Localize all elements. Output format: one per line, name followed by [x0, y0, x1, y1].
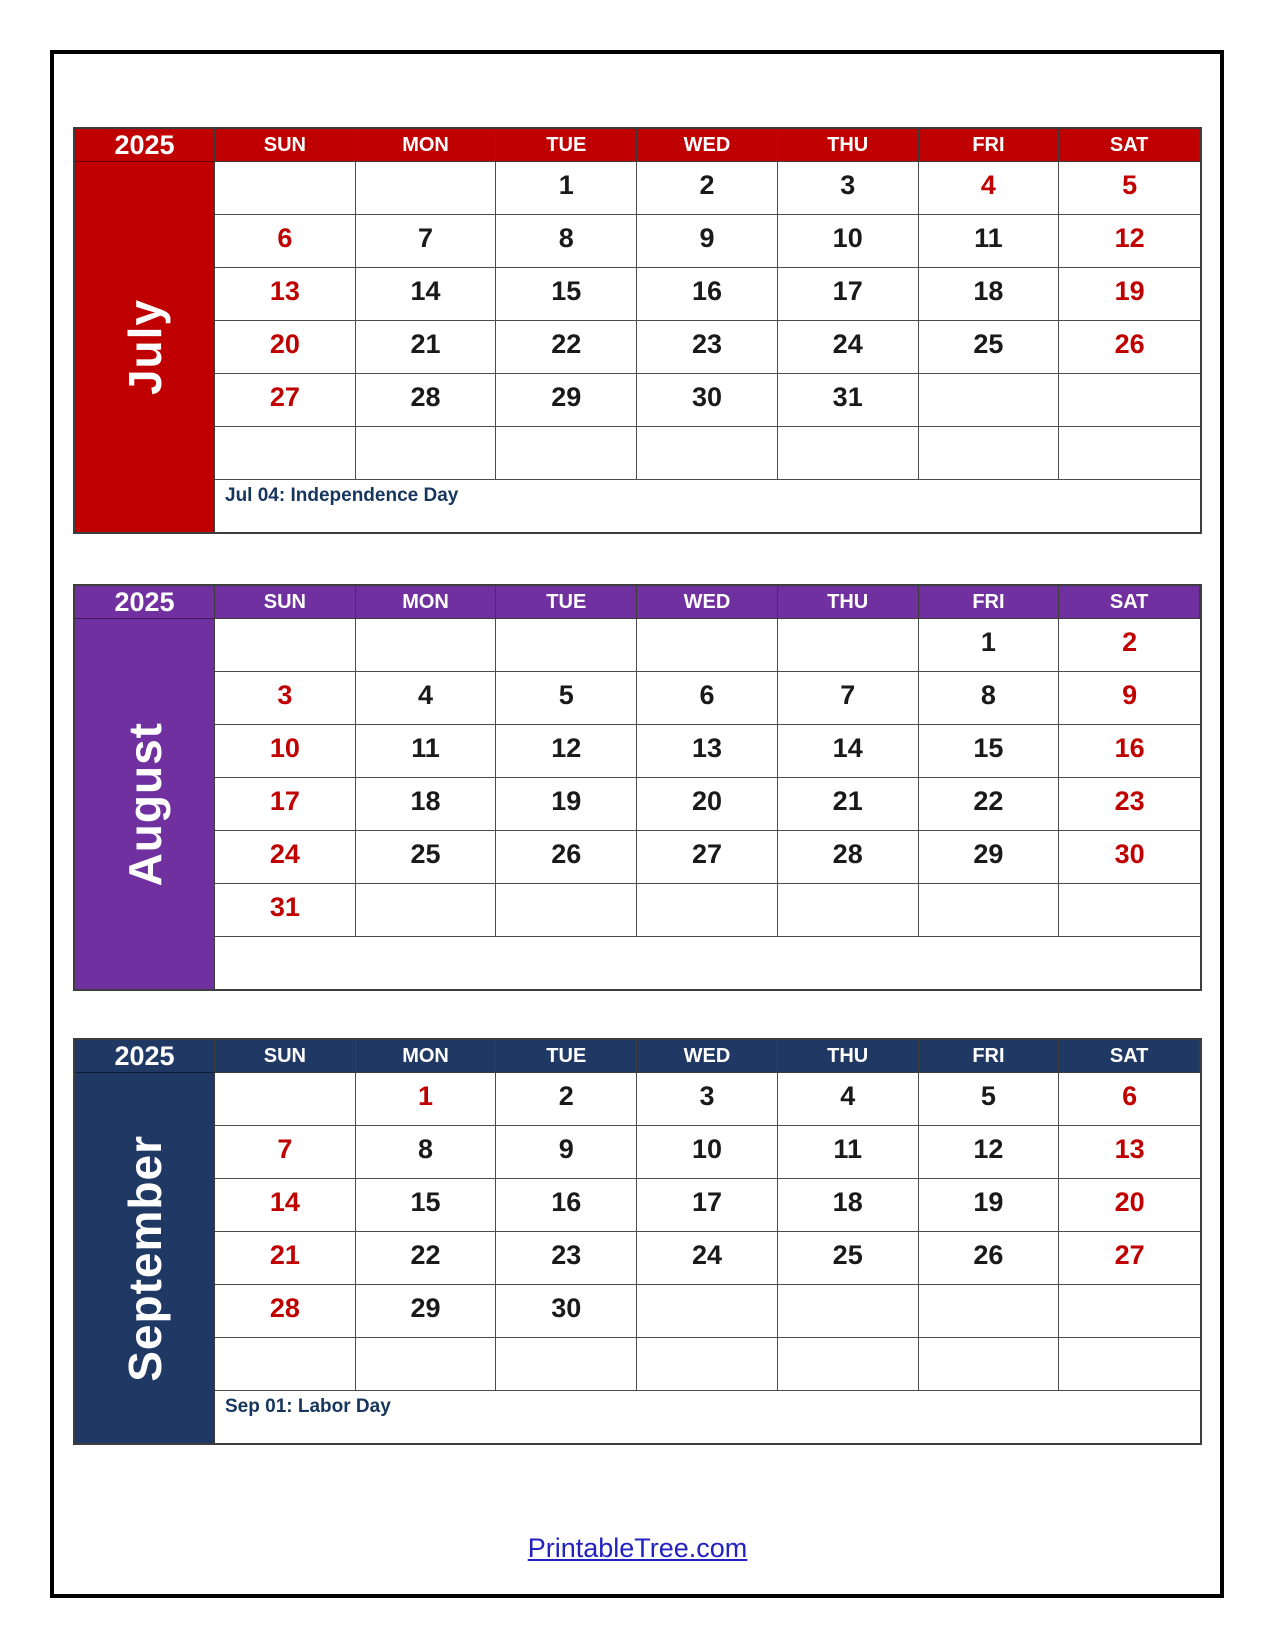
day-cell-july-19: 19: [1059, 268, 1200, 321]
day-cell-august-12: 12: [496, 725, 637, 778]
day-cell-empty: [778, 884, 919, 937]
day-cell-september-8: 8: [356, 1126, 497, 1179]
day-cell-empty: [1059, 884, 1200, 937]
september-calendar: [73, 1038, 1202, 1445]
day-cell-july-9: 9: [637, 215, 778, 268]
day-cell-august-2: 2: [1059, 619, 1200, 672]
day-cell-september-4: 4: [778, 1073, 919, 1126]
day-cell-july-18: 18: [919, 268, 1060, 321]
day-cell-august-24: 24: [215, 831, 356, 884]
day-cell-september-16: 16: [496, 1179, 637, 1232]
day-cell-july-14: 14: [356, 268, 497, 321]
day-cell-empty: [637, 427, 778, 480]
holiday-note: Sep 01: Labor Day: [225, 1396, 391, 1417]
day-cell-august-21: 21: [778, 778, 919, 831]
day-cell-july-7: 7: [356, 215, 497, 268]
day-cell-september-3: 3: [637, 1073, 778, 1126]
day-cell-september-24: 24: [637, 1232, 778, 1285]
day-header-thu: THU: [778, 586, 919, 619]
day-cell-september-14: 14: [215, 1179, 356, 1232]
day-cell-july-8: 8: [496, 215, 637, 268]
day-cell-empty: [778, 619, 919, 672]
day-header-fri: FRI: [919, 129, 1060, 162]
day-cell-august-25: 25: [356, 831, 497, 884]
day-cell-august-19: 19: [496, 778, 637, 831]
day-cell-august-31: 31: [215, 884, 356, 937]
day-cell-september-22: 22: [356, 1232, 497, 1285]
year-label: 2025: [75, 1040, 215, 1073]
day-header-mon: MON: [356, 1040, 497, 1073]
day-cell-september-7: 7: [215, 1126, 356, 1179]
day-cell-september-18: 18: [778, 1179, 919, 1232]
day-cell-september-13: 13: [1059, 1126, 1200, 1179]
day-cell-august-8: 8: [919, 672, 1060, 725]
day-cell-september-17: 17: [637, 1179, 778, 1232]
day-cell-empty: [919, 1338, 1060, 1391]
day-cell-empty: [919, 1285, 1060, 1338]
july-calendar: [73, 127, 1202, 534]
day-cell-empty: [496, 427, 637, 480]
day-cell-july-1: 1: [496, 162, 637, 215]
holiday-note: [215, 937, 1200, 989]
day-cell-august-13: 13: [637, 725, 778, 778]
day-cell-august-16: 16: [1059, 725, 1200, 778]
day-cell-july-30: 30: [637, 374, 778, 427]
day-cell-august-20: 20: [637, 778, 778, 831]
day-cell-august-15: 15: [919, 725, 1060, 778]
day-cell-july-23: 23: [637, 321, 778, 374]
day-header-thu: THU: [778, 129, 919, 162]
day-header-mon: MON: [356, 586, 497, 619]
day-cell-empty: [1059, 374, 1200, 427]
day-cell-empty: [215, 162, 356, 215]
day-cell-august-17: 17: [215, 778, 356, 831]
day-cell-july-26: 26: [1059, 321, 1200, 374]
day-cell-july-12: 12: [1059, 215, 1200, 268]
day-header-sun: SUN: [215, 586, 356, 619]
day-cell-september-12: 12: [919, 1126, 1060, 1179]
day-cell-july-25: 25: [919, 321, 1060, 374]
day-cell-july-22: 22: [496, 321, 637, 374]
day-cell-empty: [919, 427, 1060, 480]
day-header-thu: THU: [778, 1040, 919, 1073]
day-header-sun: SUN: [215, 1040, 356, 1073]
day-cell-empty: [356, 1338, 497, 1391]
day-cell-september-26: 26: [919, 1232, 1060, 1285]
day-cell-august-30: 30: [1059, 831, 1200, 884]
day-header-sat: SAT: [1059, 1040, 1200, 1073]
day-header-wed: WED: [637, 586, 778, 619]
day-cell-july-27: 27: [215, 374, 356, 427]
day-header-fri: FRI: [919, 586, 1060, 619]
day-cell-empty: [356, 619, 497, 672]
day-cell-august-6: 6: [637, 672, 778, 725]
day-cell-empty: [356, 884, 497, 937]
day-cell-august-10: 10: [215, 725, 356, 778]
day-cell-july-4: 4: [919, 162, 1060, 215]
day-cell-july-29: 29: [496, 374, 637, 427]
day-cell-july-16: 16: [637, 268, 778, 321]
day-cell-august-1: 1: [919, 619, 1060, 672]
day-header-tue: TUE: [496, 1040, 637, 1073]
day-cell-empty: [637, 884, 778, 937]
month-sidebar: [75, 162, 215, 532]
footer-link[interactable]: PrintableTree.com: [527, 1533, 748, 1563]
day-cell-august-14: 14: [778, 725, 919, 778]
day-cell-empty: [496, 884, 637, 937]
month-label: July: [118, 298, 171, 396]
day-cell-august-26: 26: [496, 831, 637, 884]
day-cell-september-10: 10: [637, 1126, 778, 1179]
day-header-mon: MON: [356, 129, 497, 162]
day-cell-july-17: 17: [778, 268, 919, 321]
day-header-sat: SAT: [1059, 129, 1200, 162]
day-cell-september-19: 19: [919, 1179, 1060, 1232]
day-header-sat: SAT: [1059, 586, 1200, 619]
day-cell-empty: [215, 1073, 356, 1126]
day-cell-september-9: 9: [496, 1126, 637, 1179]
day-cell-august-9: 9: [1059, 672, 1200, 725]
year-label: 2025: [75, 129, 215, 162]
day-cell-september-29: 29: [356, 1285, 497, 1338]
day-cell-september-21: 21: [215, 1232, 356, 1285]
day-header-wed: WED: [637, 1040, 778, 1073]
day-cell-july-6: 6: [215, 215, 356, 268]
day-cell-august-29: 29: [919, 831, 1060, 884]
day-cell-empty: [778, 1285, 919, 1338]
day-cell-august-23: 23: [1059, 778, 1200, 831]
day-cell-empty: [919, 374, 1060, 427]
day-cell-empty: [1059, 1338, 1200, 1391]
month-label: September: [118, 1134, 171, 1382]
day-header-tue: TUE: [496, 129, 637, 162]
day-cell-empty: [215, 427, 356, 480]
year-label: 2025: [75, 586, 215, 619]
day-cell-september-5: 5: [919, 1073, 1060, 1126]
day-cell-august-4: 4: [356, 672, 497, 725]
day-header-tue: TUE: [496, 586, 637, 619]
august-calendar: [73, 584, 1202, 991]
holiday-note: Jul 04: Independence Day: [225, 485, 459, 506]
day-cell-july-24: 24: [778, 321, 919, 374]
day-cell-august-7: 7: [778, 672, 919, 725]
day-cell-empty: [778, 1338, 919, 1391]
day-cell-empty: [637, 1285, 778, 1338]
day-cell-july-15: 15: [496, 268, 637, 321]
month-label: August: [118, 721, 171, 887]
day-cell-july-5: 5: [1059, 162, 1200, 215]
day-cell-empty: [637, 619, 778, 672]
day-cell-empty: [215, 1338, 356, 1391]
day-cell-july-11: 11: [919, 215, 1060, 268]
day-cell-empty: [919, 884, 1060, 937]
day-cell-empty: [1059, 1285, 1200, 1338]
day-cell-july-21: 21: [356, 321, 497, 374]
day-cell-august-28: 28: [778, 831, 919, 884]
day-cell-september-2: 2: [496, 1073, 637, 1126]
day-cell-august-18: 18: [356, 778, 497, 831]
day-cell-september-1: 1: [356, 1073, 497, 1126]
day-cell-august-22: 22: [919, 778, 1060, 831]
day-cell-august-5: 5: [496, 672, 637, 725]
day-cell-july-13: 13: [215, 268, 356, 321]
day-cell-september-6: 6: [1059, 1073, 1200, 1126]
day-cell-september-11: 11: [778, 1126, 919, 1179]
day-cell-september-20: 20: [1059, 1179, 1200, 1232]
day-cell-july-3: 3: [778, 162, 919, 215]
day-cell-september-25: 25: [778, 1232, 919, 1285]
page-footer: [0, 1533, 1275, 1564]
day-cell-empty: [496, 1338, 637, 1391]
day-cell-august-11: 11: [356, 725, 497, 778]
day-cell-july-10: 10: [778, 215, 919, 268]
day-cell-empty: [356, 427, 497, 480]
day-header-sun: SUN: [215, 129, 356, 162]
day-cell-empty: [1059, 427, 1200, 480]
day-cell-july-28: 28: [356, 374, 497, 427]
day-cell-empty: [215, 619, 356, 672]
day-cell-september-23: 23: [496, 1232, 637, 1285]
day-cell-july-31: 31: [778, 374, 919, 427]
day-header-fri: FRI: [919, 1040, 1060, 1073]
day-header-wed: WED: [637, 129, 778, 162]
month-sidebar: [75, 1073, 215, 1443]
day-cell-empty: [778, 427, 919, 480]
day-cell-empty: [496, 619, 637, 672]
day-cell-september-30: 30: [496, 1285, 637, 1338]
day-cell-august-3: 3: [215, 672, 356, 725]
day-cell-september-28: 28: [215, 1285, 356, 1338]
month-sidebar: [75, 619, 215, 989]
day-cell-september-15: 15: [356, 1179, 497, 1232]
day-cell-july-20: 20: [215, 321, 356, 374]
day-cell-september-27: 27: [1059, 1232, 1200, 1285]
day-cell-august-27: 27: [637, 831, 778, 884]
day-cell-empty: [356, 162, 497, 215]
day-cell-july-2: 2: [637, 162, 778, 215]
day-cell-empty: [637, 1338, 778, 1391]
